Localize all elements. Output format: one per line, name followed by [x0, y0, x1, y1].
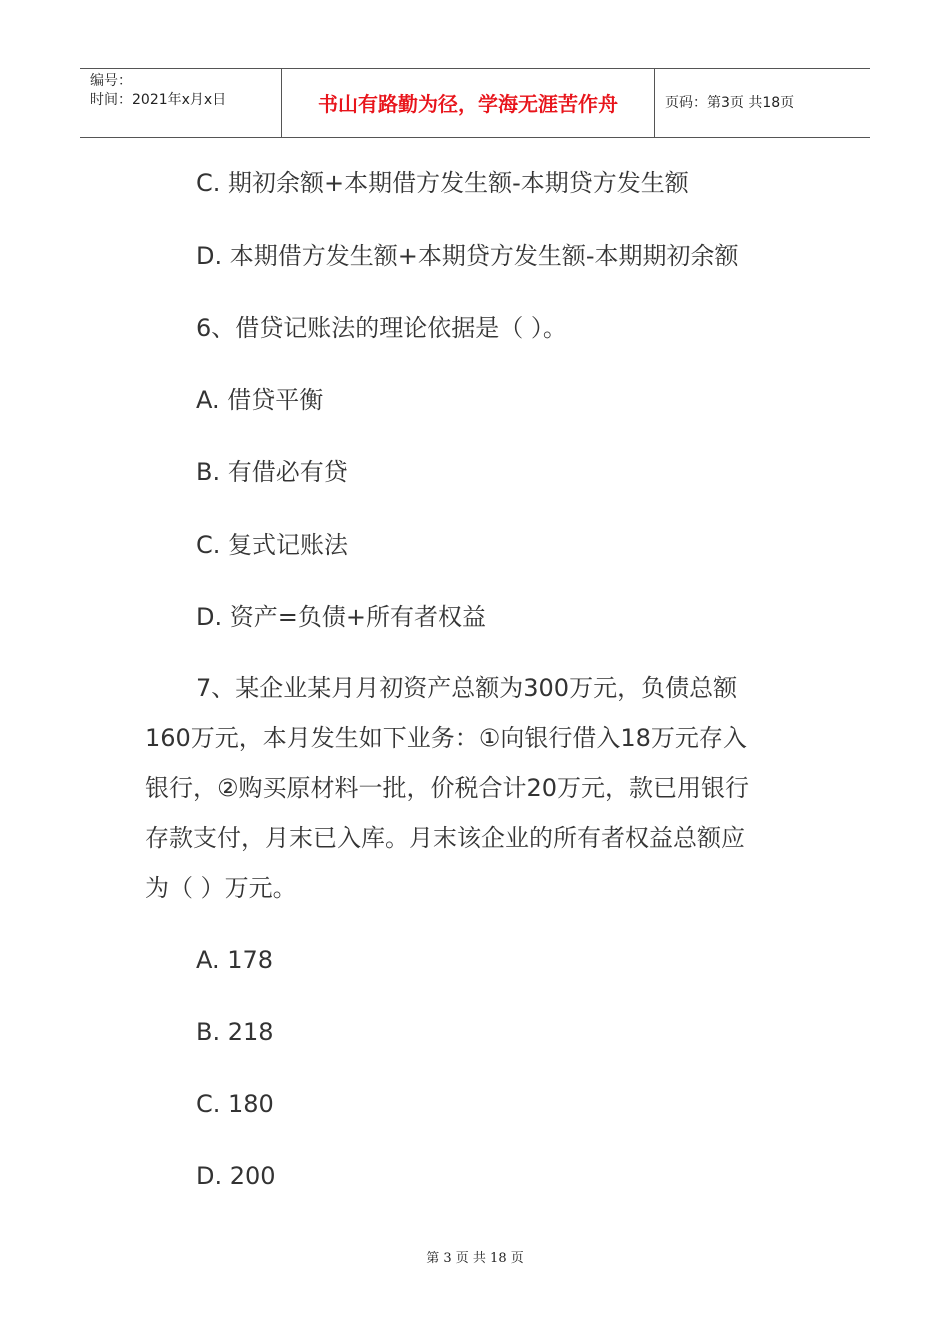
- q7-question-line: 存款支付，月末已入库。月末该企业的所有者权益总额应: [145, 824, 745, 852]
- header-motto-cell: [282, 69, 655, 137]
- q6-option-b: B. 有借必有贷: [196, 458, 348, 486]
- q6-option-a: A. 借贷平衡: [196, 386, 324, 414]
- q5-option-d: D. 本期借方发生额+本期贷方发生额-本期期初余额: [196, 242, 739, 270]
- q5-option-c: C. 期初余额+本期借方发生额-本期贷方发生额: [196, 169, 689, 197]
- q6-question: 6、借贷记账法的理论依据是（ ）。: [196, 314, 567, 342]
- page-header: [80, 68, 870, 138]
- q7-question-line: 160万元，本月发生如下业务：①向银行借入18万元存入: [145, 724, 747, 752]
- q7-option-b: B. 218: [196, 1018, 274, 1046]
- header-motto: 书山有路勤为径，学海无涯苦作舟: [318, 92, 618, 116]
- q6-option-c: C. 复式记账法: [196, 531, 349, 559]
- q7-option-d: D. 200: [196, 1162, 276, 1190]
- q7-option-a: A. 178: [196, 946, 274, 974]
- document-number-label: 编号：: [90, 73, 132, 89]
- header-meta-cell: [80, 69, 282, 137]
- q7-question-line: 银行，②购买原材料一批，价税合计20万元，款已用银行: [145, 774, 750, 802]
- q6-option-d: D. 资产=负债+所有者权益: [196, 603, 486, 631]
- page-footer: 第 3 页 共 18 页: [426, 1251, 524, 1266]
- q7-option-c: C. 180: [196, 1090, 274, 1118]
- header-page-cell: [655, 69, 870, 137]
- q7-question-line: 7、某企业某月月初资产总额为300万元，负债总额: [196, 674, 738, 702]
- header-page-info: 页码：第3页 共18页: [665, 95, 795, 111]
- document-time-label: 时间：2021年x月x日: [90, 92, 227, 108]
- q7-question-line: 为（ ）万元。: [145, 874, 297, 902]
